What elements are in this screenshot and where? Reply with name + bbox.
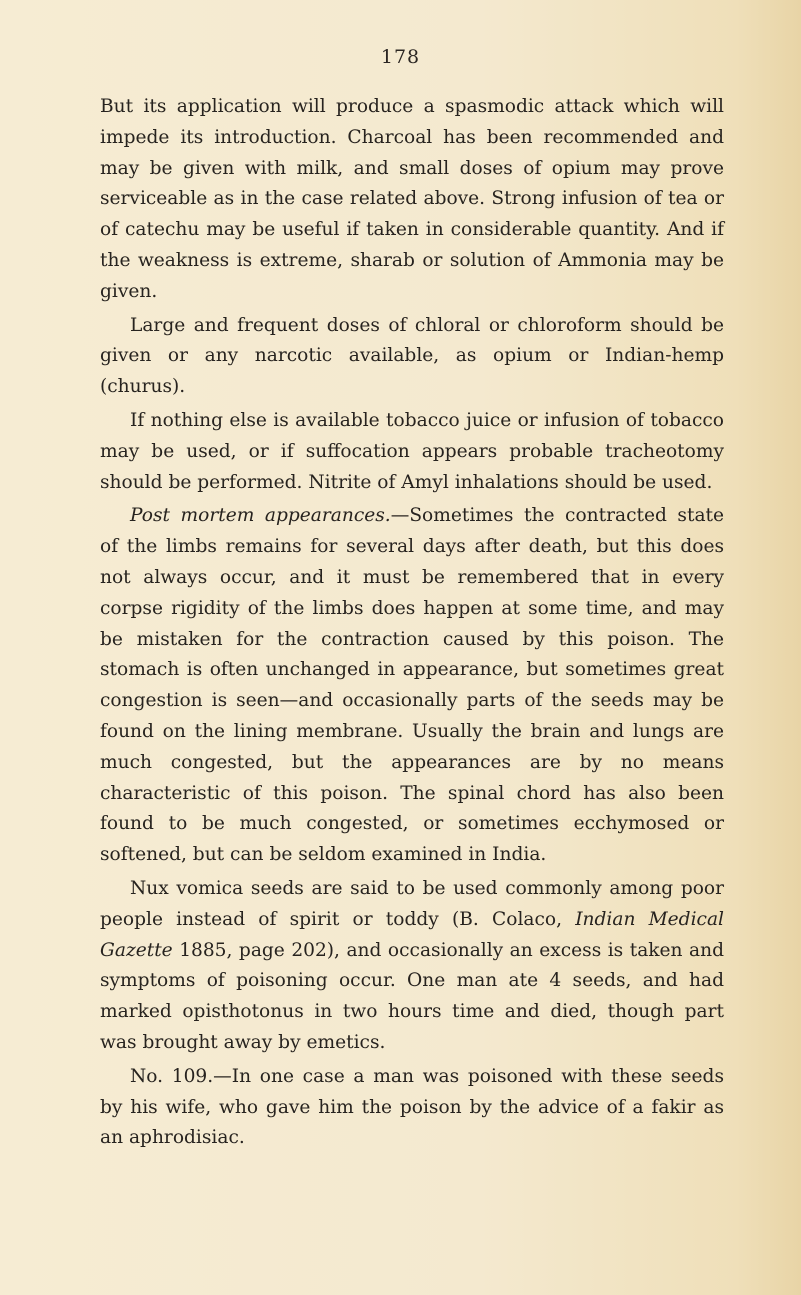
paragraph-post-mortem xyxy=(100,501,724,871)
journal-title: Indian Medical Gazette xyxy=(100,908,724,961)
page-number: 178 xyxy=(380,46,421,68)
paragraph-case-109: No. 109.—In one case a man was poisoned with these seeds by his wife, who gave him the poison by the advice of a fakir as an aphrodisiac. xyxy=(100,1065,724,1149)
paragraph-nux-vomica-text-end: 1885, page 202), and occasionally an excess is taken and symptoms of poisoning occur. One man ate 4 seeds, and had marked opisthotonus in two hours time and died, though part was brought away by emetics. xyxy=(100,939,724,1053)
paragraph-treatment: But its application will produce a spasmodic attack which will impede its introduction. Charcoal has been recommended and may be given with milk, and small doses of opium may prove serviceable as in the case related above. Strong infusion of tea or of catechu may be useful if taken in considerable quantity. And if the weakness is extreme, sharab or solution of Ammonia may be given. xyxy=(100,96,724,302)
paragraph-nux-vomica-text-start: Nux vomica seeds are said to be used commonly among poor people instead of spirit or toddy (B. Colaco, xyxy=(100,877,724,930)
section-heading: Post mortem appearances. xyxy=(130,505,391,527)
paragraph-tobacco: If nothing else is available tobacco juice or infusion of tobacco may be used, or if suffocation appears probable tracheotomy should be performed. Nitrite of Amyl inhalations should be used. xyxy=(100,409,724,493)
paragraph-post-mortem-text: —Sometimes the contracted state of the limbs remains for several days after death, but this does not always occur, and it must be remembered that in every corpse rigidity of the limbs does happen at some time, and may be mistaken for the contraction caused by this poison. The stomach is often unchanged in appearance, but sometimes great congestion is seen—and occasionally parts of the seeds may be found on the lining membrane. Usually the brain and lungs are much congested, but the appearances are by no means characteristic of this poison. The spinal chord has also been found to be much congested, or sometimes ecchymosed or softened, but can be seldom examined in India. xyxy=(100,505,725,866)
body-text xyxy=(100,92,724,1154)
paragraph-nux-vomica xyxy=(100,874,724,1059)
paragraph-narcotics: Large and frequent doses of chloral or chloroform should be given or any narcotic available, as opium or Indian-hemp (churus). xyxy=(100,314,724,398)
